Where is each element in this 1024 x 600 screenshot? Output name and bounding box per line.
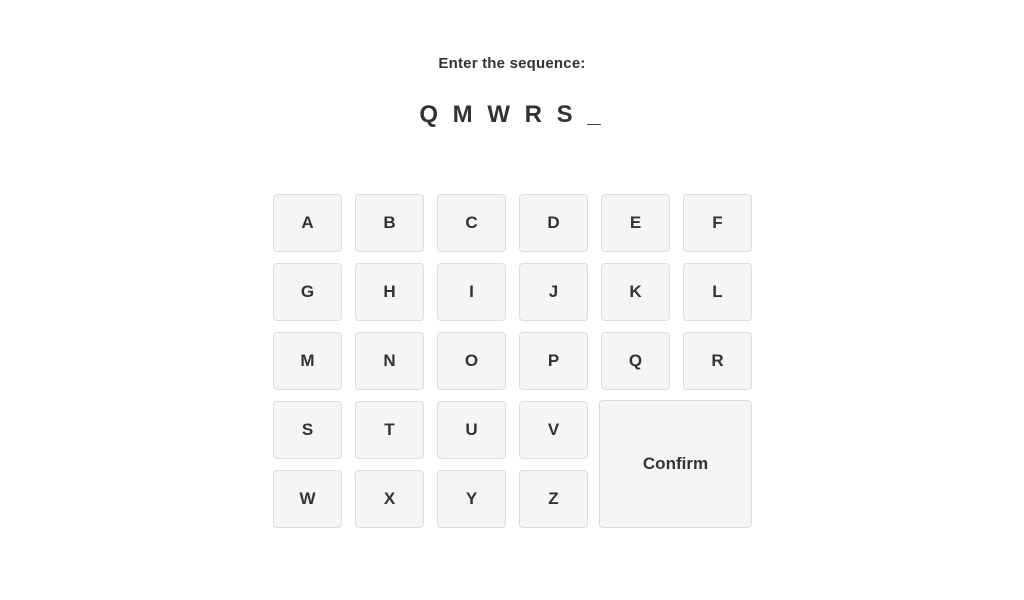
key-m[interactable]: M [273,332,342,390]
key-t[interactable]: T [355,401,424,459]
key-p[interactable]: P [519,332,588,390]
key-d[interactable]: D [519,194,588,252]
sequence-display: Q M W R S _ [419,101,605,128]
keypad-row [273,194,753,252]
confirm-button[interactable]: Confirm [599,400,752,528]
confirm-button-wrapper [599,400,752,528]
key-w[interactable]: W [273,470,342,528]
key-a[interactable]: A [273,194,342,252]
key-y[interactable]: Y [437,470,506,528]
key-u[interactable]: U [437,401,506,459]
key-i[interactable]: I [437,263,506,321]
key-e[interactable]: E [601,194,670,252]
keypad-row [273,332,753,390]
key-g[interactable]: G [273,263,342,321]
key-b[interactable]: B [355,194,424,252]
page-title: Enter the sequence: [438,55,586,72]
key-l[interactable]: L [683,263,752,321]
keypad-row [273,263,753,321]
key-x[interactable]: X [355,470,424,528]
key-n[interactable]: N [355,332,424,390]
key-r[interactable]: R [683,332,752,390]
key-f[interactable]: F [683,194,752,252]
key-q[interactable]: Q [601,332,670,390]
key-h[interactable]: H [355,263,424,321]
key-z[interactable]: Z [519,470,588,528]
key-k[interactable]: K [601,263,670,321]
key-j[interactable]: J [519,263,588,321]
key-v[interactable]: V [519,401,588,459]
key-c[interactable]: C [437,194,506,252]
key-o[interactable]: O [437,332,506,390]
key-s[interactable]: S [273,401,342,459]
